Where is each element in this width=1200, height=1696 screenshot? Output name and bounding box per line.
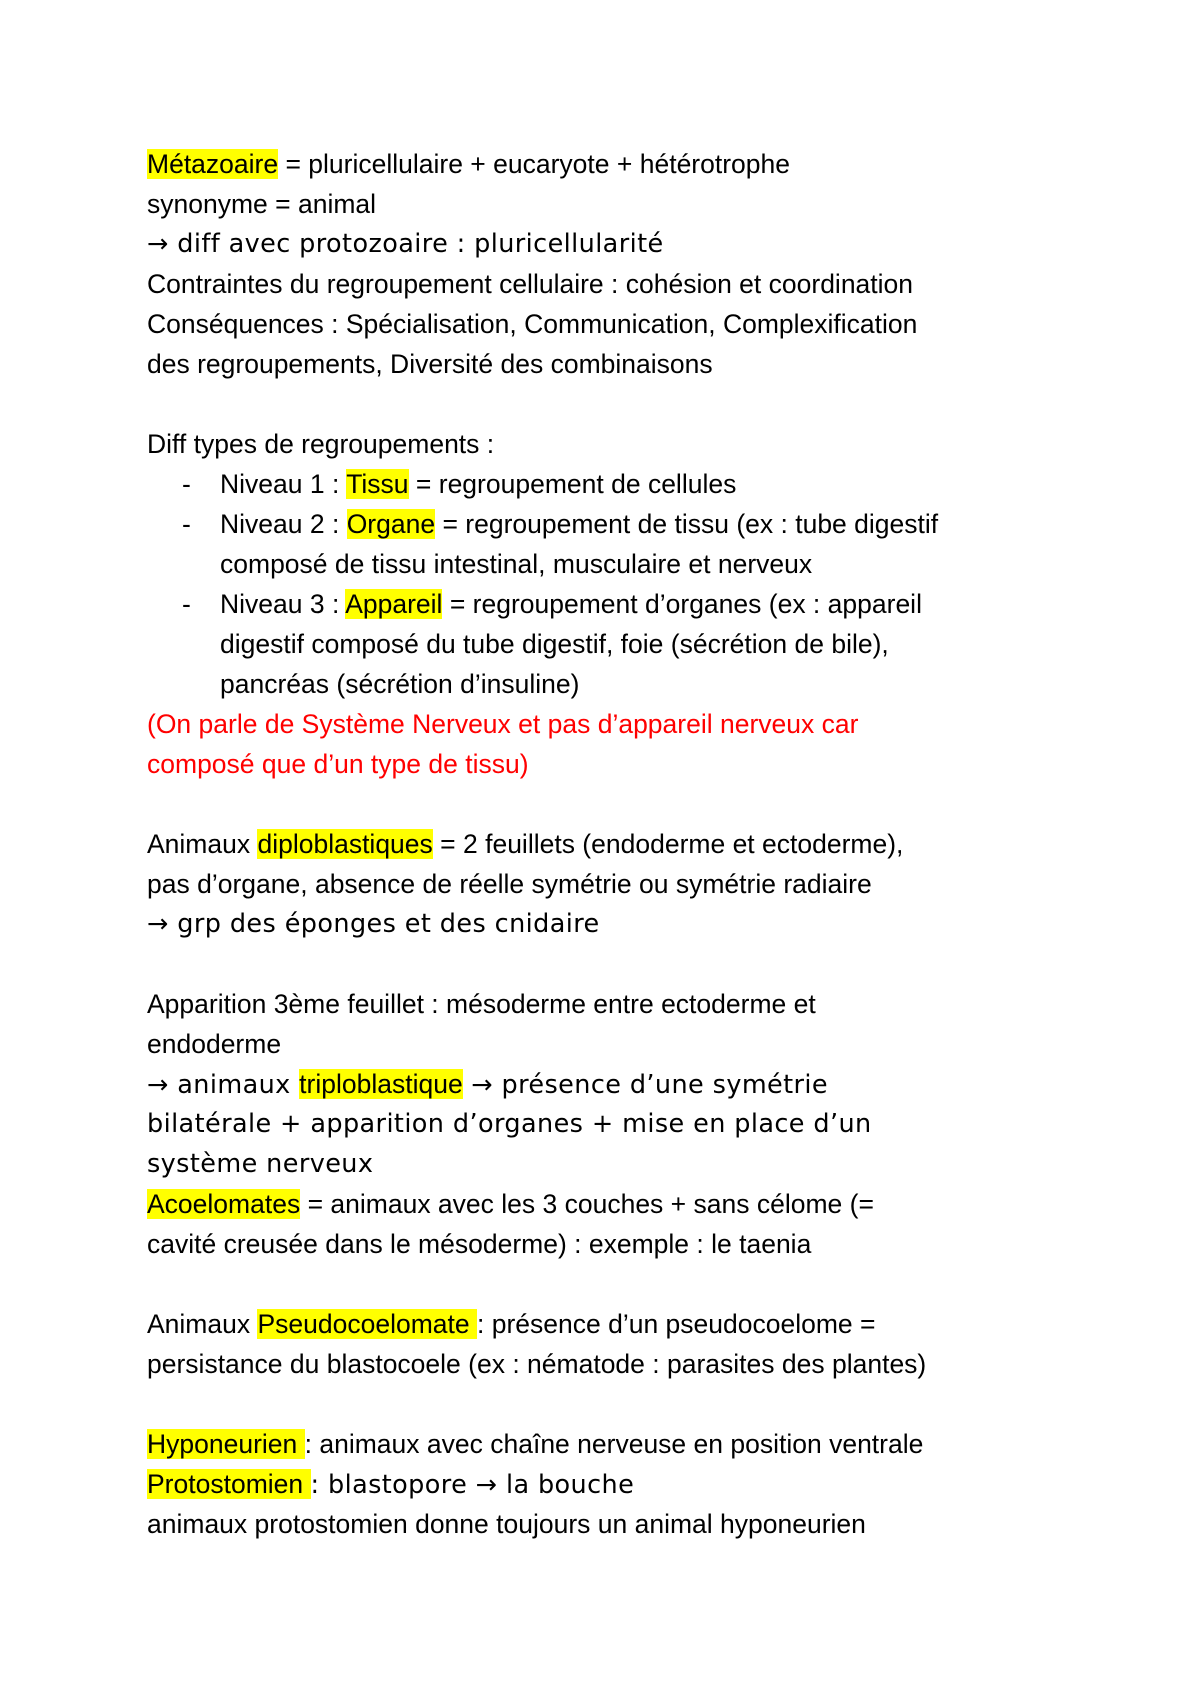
list-item-niveau-1 xyxy=(220,466,736,502)
line-text: → animaux xyxy=(147,1070,300,1100)
line-protostomien-hyponeurien: animaux protostomien donne toujours un animal hyponeurien xyxy=(147,1509,866,1539)
line-text: = 2 feuillets (endoderme et ectoderme), xyxy=(432,829,904,859)
line-synonyme: synonyme = animal xyxy=(147,189,377,219)
list-item-niveau-2-cont: composé de tissu intestinal, musculaire et nerveux xyxy=(220,549,813,579)
term-hyponeurien: Hyponeurien xyxy=(147,1429,305,1459)
bullet-dash: - xyxy=(182,509,191,539)
line-acoelomates xyxy=(147,1186,874,1222)
line-bilaterale: bilatérale + apparition d’organes + mise en place d’un xyxy=(147,1109,872,1139)
line-consequences-cont: des regroupements, Diversité des combinaisons xyxy=(147,349,713,379)
line-text: : animaux avec chaîne nerveuse en position ventrale xyxy=(304,1429,924,1459)
line-consequences: Conséquences : Spécialisation, Communication, Complexification xyxy=(147,309,918,339)
term-organe: Organe xyxy=(346,509,436,539)
line-text: Niveau 2 : xyxy=(220,509,347,539)
line-text: Animaux xyxy=(147,829,258,859)
line-text: Niveau 1 : xyxy=(220,469,347,499)
term-diploblastiques: diploblastiques xyxy=(257,829,433,859)
term-protostomien: Protostomien xyxy=(147,1469,311,1499)
bullet-dash: - xyxy=(182,469,191,499)
term-appareil: Appareil xyxy=(345,589,443,619)
term-triploblastique: triploblastique xyxy=(299,1069,463,1099)
line-protostomien xyxy=(147,1466,634,1503)
line-cavite: cavité creusée dans le mésoderme) : exemple : le taenia xyxy=(147,1229,812,1259)
line-apparition: Apparition 3ème feuillet : mésoderme entre ectoderme et xyxy=(147,989,816,1019)
line-text: = pluricellulaire + eucaryote + hétérotrophe xyxy=(278,149,791,179)
term-pseudocoelomate: Pseudocoelomate xyxy=(257,1309,477,1339)
line-text: : présence d’un pseudocoelome = xyxy=(476,1309,876,1339)
line-text: = regroupement d’organes (ex : appareil xyxy=(442,589,922,619)
line-diploblastiques xyxy=(147,826,903,862)
term-tissu: Tissu xyxy=(346,469,409,499)
line-pseudocoelomate xyxy=(147,1306,876,1342)
list-item-niveau-3-cont2: pancréas (sécrétion d’insuline) xyxy=(220,669,580,699)
line-text: Niveau 3 : xyxy=(220,589,346,619)
list-item-niveau-3 xyxy=(220,586,922,622)
line-systeme-nerveux: système nerveux xyxy=(147,1149,374,1179)
line-pas-organe: pas d’organe, absence de réelle symétrie ou symétrie radiaire xyxy=(147,869,872,899)
bullet-dash: - xyxy=(182,589,191,619)
line-endoderme: endoderme xyxy=(147,1029,282,1059)
line-text: Animaux xyxy=(147,1309,258,1339)
line-metazoaire xyxy=(147,146,790,182)
line-diff-protozoaire: → diff avec protozoaire : pluricellularité xyxy=(147,229,664,259)
list-item-niveau-2 xyxy=(220,506,938,542)
line-eponges: → grp des éponges et des cnidaire xyxy=(147,909,600,939)
line-text: = regroupement de tissu (ex : tube digestif xyxy=(435,509,939,539)
line-contraintes: Contraintes du regroupement cellulaire : cohésion et coordination xyxy=(147,269,914,299)
term-acoelomates: Acoelomates xyxy=(147,1189,301,1219)
line-text: : blastopore → la bouche xyxy=(310,1470,635,1500)
line-blastocoele: persistance du blastocoele (ex : nématode : parasites des plantes) xyxy=(147,1349,927,1379)
list-item-niveau-3-cont: digestif composé du tube digestif, foie (sécrétion de bile), xyxy=(220,629,889,659)
remark-systeme-nerveux: (On parle de Système Nerveux et pas d’appareil nerveux car xyxy=(147,709,859,739)
line-text: → présence d’une symétrie xyxy=(462,1070,828,1100)
term-metazoaire: Métazoaire xyxy=(147,149,279,179)
line-diff-types: Diff types de regroupements : xyxy=(147,429,495,459)
line-text: = regroupement de cellules xyxy=(408,469,737,499)
line-hyponeurien xyxy=(147,1426,923,1462)
line-text: = animaux avec les 3 couches + sans célome (= xyxy=(300,1189,874,1219)
remark-systeme-nerveux-cont: composé que d’un type de tissu) xyxy=(147,749,529,779)
line-triploblastique xyxy=(147,1066,828,1103)
